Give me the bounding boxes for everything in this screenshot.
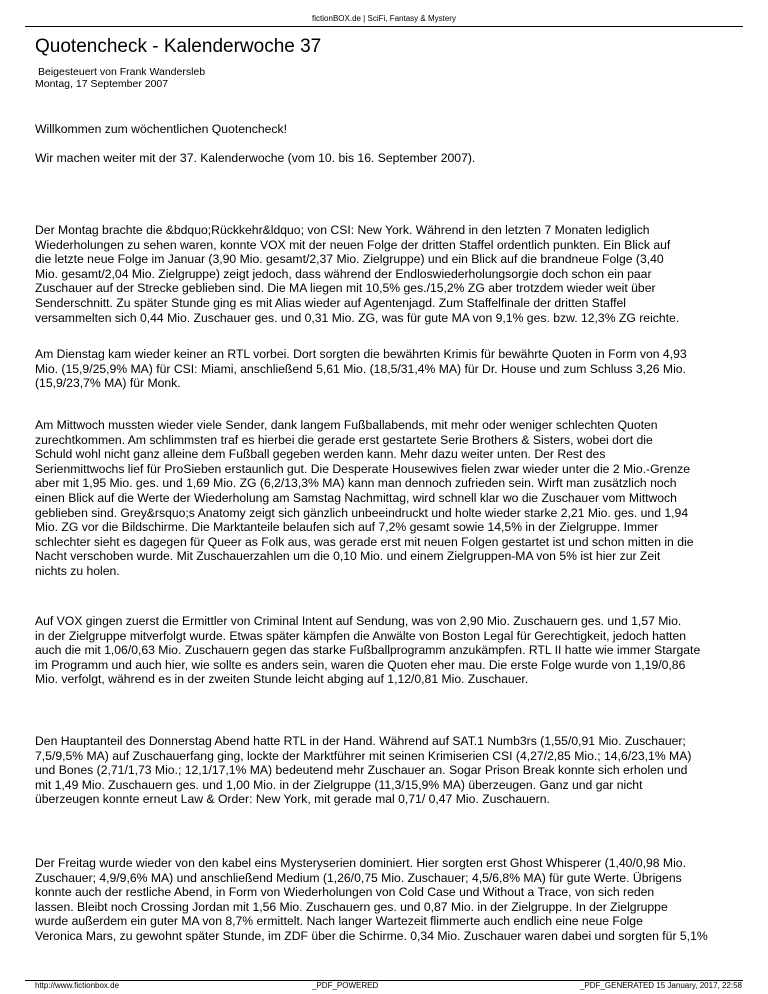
text-line: Der Freitag wurde wieder von den kabel eins Mysteryserien dominiert. Hier sorgten erst Ghost Whisperer (1,40/0,98 Mio.	[35, 856, 686, 870]
paragraph-monday	[35, 223, 735, 325]
text-line: in der Zielgruppe mitverfolgt wurde. Etwas später kämpfen die Anwälte von Boston Legal für Gerechtigkeit, jedoch hatten	[35, 628, 687, 643]
intro-week: Wir machen weiter mit der 37. Kalenderwoche (vom 10. bis 16. September 2007).	[35, 151, 476, 165]
text-line: (15,9/23,7% MA) für Monk.	[35, 376, 181, 391]
text-line: Senderschnitt. Zu später Stunde ging es mit Alias wieder auf Agentenjagd. Zum Staffelfinale der dritten Staffel	[35, 295, 626, 310]
footer-powered: _PDF_POWERED	[312, 981, 379, 990]
text-line: konnte auch der restliche Abend, in Form von Wiederholungen von Cold Case und Without a Trace, von sich reden	[35, 885, 655, 900]
article-meta	[35, 67, 205, 90]
text-line: Zuschauer; 4,9/9,6% MA) und anschließend Medium (1,26/0,75 Mio. Zuschauer; 4,5/6,8% MA) für gute Werte. Übrigens	[35, 870, 682, 885]
paragraph-thursday	[35, 734, 735, 807]
byline: Beigesteuert von Frank Wandersleb	[38, 66, 206, 78]
text-line: Der Montag brachte die &bdquo;Rückkehr&ldquo; von CSI: New York. Während in den letzten 7 Monaten lediglich	[35, 223, 650, 237]
text-line: auch die mit 1,06/0,63 Mio. Zuschauern gegen das starke Fußballprogramm anzukämpfen. RTL II hatte wie immer Stargate	[35, 643, 701, 658]
text-line: geblieben sind. Grey&rsquo;s Anatomy zeigt sich gänzlich unbeeindruckt und holte wieder starke 2,21 Mio. ges. und 1,94	[35, 505, 689, 520]
footer-generated: _PDF_GENERATED 15 January, 2017, 22:58	[579, 981, 742, 990]
text-line: nichts zu holen.	[35, 563, 120, 578]
footer-url[interactable]: http://www.fictionbox.de	[35, 981, 120, 990]
text-line: Mio. verfolgt, während es in der zweiten Stunde leicht abging auf 1,12/0,81 Mio. Zuschauer.	[35, 672, 529, 687]
text-line: Serienmittwochs lief für ProSieben erstaunlich gut. Die Desperate Housewives fielen zwar wieder unter die 2 Mio.-Grenze	[35, 461, 691, 476]
publish-date: Montag, 17 September 2007	[35, 77, 169, 90]
text-line: Mio. (15,9/25,9% MA) für CSI: Miami, anschließend 5,61 Mio. (18,5/31,4% MA) für Dr. House und zum Schluss 3,26 Mio.	[35, 361, 686, 376]
paragraph-friday	[35, 856, 735, 944]
text-line: Veronica Mars, zu gewohnt später Stunde, im ZDF über die Schirme. 0,34 Mio. Zuschauer waren dabei und sorgten für 5,1%	[35, 928, 708, 943]
header-divider	[25, 26, 743, 27]
text-line: versammelten sich 0,44 Mio. Zuschauer ges. und 0,31 Mio. ZG, was für gute MA von 9,1% ges. bzw. 12,3% ZG reichte.	[35, 310, 680, 325]
text-line: und Bones (2,71/1,73 Mio.; 12,1/17,1% MA) bedeutend mehr Zuschauer an. Sogar Prison Break konnte sich erholen und	[35, 763, 688, 778]
article-title: Quotencheck - Kalenderwoche 37	[35, 36, 322, 57]
paragraph-wednesday	[35, 418, 735, 579]
text-line: Nacht verschoben wurde. Mit Zuschauerzahlen um die 0,10 Mio. und einem Zielgruppen-MA von 5% ist hier zur Zeit	[35, 549, 661, 564]
text-line: aber mit 1,95 Mio. ges. und 1,69 Mio. ZG (6,2/13,3% MA) kann man dennoch zufrieden sein. Wirft man zusätzlich noch	[35, 476, 677, 491]
text-line: 7,5/9,5% MA) auf Zuschauerfang ging, lockte der Marktführer mit seinen Krimiserien CSI (4,27/2,85 Mio.; 14,6/23,1% MA)	[35, 748, 692, 763]
text-line: Zuschauer auf der Strecke geblieben sind. Die MA liegen mit 10,5% ges./15,2% ZG aber trotzdem wieder weit über	[35, 281, 656, 296]
text-line: Den Hauptanteil des Donnerstag Abend hatte RTL in der Hand. Während auf SAT.1 Numb3rs (1,55/0,91 Mio. Zuschauer;	[35, 734, 686, 748]
paragraph-tuesday	[35, 347, 735, 391]
text-line: die letzte neue Folge im Januar (3,90 Mio. gesamt/2,37 Mio. Zielgruppe) und ein Blick auf die brandneue Folge (3,40	[35, 252, 664, 267]
text-line: lassen. Bleibt noch Crossing Jordan mit 1,56 Mio. Zuschauern ges. und 0,87 Mio. in der Zielgruppe. In der Zielgruppe	[35, 899, 668, 914]
text-line: Mio. ZG vor die Bildschirme. Die Marktanteile belaufen sich auf 7,2% gesamt sowie 14,5% in der Zielgruppe. Immer	[35, 520, 659, 535]
intro-greeting: Willkommen zum wöchentlichen Quotencheck!	[35, 122, 287, 136]
text-line: zurechtkommen. Am schlimmsten traf es hierbei die gerade erst gestartete Serie Brothers & Sisters, wobei dort die	[35, 432, 653, 447]
text-line: Schuld wohl nicht ganz alleine dem Fußball gegeben werden kann. Mehr dazu weiter unten. Der Rest des	[35, 447, 606, 462]
text-line: Mio. gesamt/2,04 Mio. Zielgruppe) zeigt jedoch, dass während der Endloswiederholungsorgie doch schon ein paar	[35, 266, 652, 281]
text-line: Am Mittwoch mussten wieder viele Sender, dank langem Fußballabends, mit mehr oder weniger schlechten Quoten	[35, 418, 658, 432]
text-line: Am Dienstag kam wieder keiner an RTL vorbei. Dort sorgten die bewährten Krimis für bewährte Quoten in Form von 4,93	[35, 347, 687, 361]
text-line: überzeugen konnte erneut Law & Order: New York, mit gerade mal 0,71/ 0,47 Mio. Zuschauern.	[35, 792, 550, 807]
text-line: Wiederholungen zu sehen waren, konnte VOX mit der neuen Folge der dritten Staffel ordentlich punkten. Ein Blick auf	[35, 237, 671, 252]
paragraph-vox	[35, 614, 735, 687]
text-line: einen Blick auf die Werte der Wiederholung am Samstag Nachmittag, wird schnell klar wo die Zuschauer vom Mittwoch	[35, 490, 677, 505]
text-line: mit 1,49 Mio. Zuschauern ges. und 1,00 Mio. in der Zielgruppe (11,3/15,9% MA) überzeugen. Ganz und gar nicht	[35, 777, 643, 792]
text-line: schlechter sieht es dagegen für Queer as Folk aus, was gerade erst mit neuen Folgen gestartet ist und schon mitten in die	[35, 534, 694, 549]
text-line: im Programm und auch hier, wie sollte es anders sein, waren die Quoten eher mau. Die erste Folge wurde von 1,19/0,86	[35, 657, 686, 672]
text-line: Auf VOX gingen zuerst die Ermittler von Criminal Intent auf Sendung, was von 2,90 Mio. Zuschauern ges. und 1,57 Mio.	[35, 614, 682, 628]
site-header: fictionBOX.de | SciFi, Fantasy & Mystery	[312, 14, 456, 23]
text-line: wurde außerdem ein guter MA von 8,7% ermittelt. Nach langer Wartezeit flimmerte auch endlich eine neue Folge	[35, 914, 643, 929]
